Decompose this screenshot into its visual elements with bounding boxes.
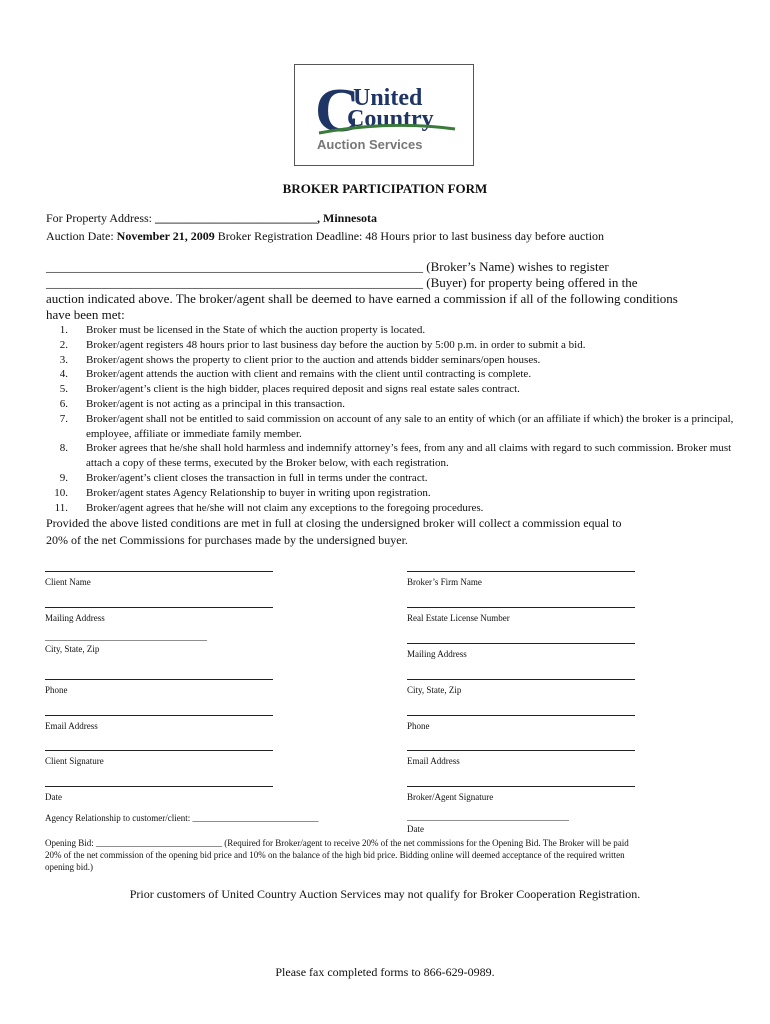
provided-line-1: Provided the above listed conditions are met in full at closing the undersigned broker will collect a commission equal to [46,516,622,530]
client-phone-field[interactable] [45,679,273,695]
property-blank[interactable]: ___________________________ [155,211,317,225]
license-field[interactable] [407,607,635,623]
firm-name-rule[interactable] [407,571,635,572]
condition-item [46,338,736,353]
agency-relationship-line[interactable]: Agency Relationship to customer/client: ____________________________ [45,813,319,823]
condition-number: 9. [59,471,68,484]
opening-bid-line-3: opening bid.) [45,862,93,872]
intro-line-3: auction indicated above. The broker/agent shall be deemed to have earned a commission if all of the following conditions [46,291,678,306]
property-state: , Minnesota [317,211,377,225]
client-signature-field[interactable] [45,750,273,766]
deadline-label: Broker Registration Deadline: [217,229,363,243]
logo-line2: Country [347,106,434,132]
broker-city-label: City, State, Zip [407,685,462,695]
broker-city-field[interactable] [407,679,635,695]
united-country-logo-graphic [295,65,475,167]
client-email-rule[interactable] [45,715,273,716]
opening-bid-line-2: 20% of the net commission of the opening bid price and 10% on the balance of the high bid price. Bidding online will deemed acceptance of the required written [45,850,625,860]
condition-number: 3. [59,353,68,366]
condition-item [46,353,736,368]
fax-instruction: Please fax completed forms to 866-629-0989. [275,965,495,979]
condition-item [46,501,736,516]
company-logo [294,64,474,166]
condition-item [46,412,736,442]
broker-date-label: Date [407,824,424,834]
condition-text: Broker/agent’s client is the high bidder, places required deposit and signs real estate sales contract. [86,383,520,396]
condition-number: 7. [59,412,68,425]
condition-item [46,323,736,338]
conditions-list [46,323,736,515]
condition-number: 10. [54,486,68,499]
client-mailing-rule[interactable] [45,607,273,608]
firm-name-field[interactable] [407,571,635,587]
condition-text: Broker/agent is not acting as a principal in this transaction. [86,397,346,410]
intro-line-4: have been met: [46,307,125,322]
auction-date-label: Auction Date: [46,229,114,243]
form-title: BROKER PARTICIPATION FORM [282,181,488,196]
condition-item [46,397,736,412]
client-email-field[interactable] [45,715,273,731]
logo-line1: United [353,85,423,111]
logo-tagline: Auction Services [317,137,423,152]
client-city-blank[interactable]: ____________________________________ [45,632,207,642]
condition-text: Broker/agent registers 48 hours prior to last business day before the auction by 5:00 p.m. in order to submit a bid. [86,338,586,351]
broker-mailing-field[interactable] [407,643,635,659]
client-name-field[interactable] [45,571,273,587]
condition-number: 4. [59,368,68,381]
broker-mailing-label: Mailing Address [407,649,467,659]
broker-date-blank[interactable]: ____________________________________ [407,812,569,822]
broker-signature-field[interactable] [407,786,635,802]
condition-number: 6. [59,397,68,410]
condition-item [46,382,736,397]
property-label: For Property Address: [46,211,152,225]
auction-date-value: November 21, 2009 [116,229,215,243]
client-name-label: Client Name [45,577,91,587]
buyer-name-line[interactable]: __________________________________________________________ (Buyer) for property being offered in the [46,275,638,290]
broker-email-field[interactable] [407,750,635,766]
auction-date-line [46,229,604,244]
client-signature-label: Client Signature [45,756,104,766]
client-email-label: Email Address [45,721,98,731]
deadline-value: 48 Hours prior to last business day before auction [365,229,605,243]
condition-text: Broker agrees that he/she shall hold harmless and indemnify attorney’s fees, from any and all claims with regard to such commission. Broker must attach a copy of these terms, executed by the Broker below, with each registration. [86,442,732,470]
license-rule[interactable] [407,607,635,608]
client-city-field[interactable] [45,632,207,654]
condition-item [46,471,736,486]
prior-customers-notice: Prior customers of United Country Auction Services may not qualify for Broker Cooperation Registration. [129,887,641,901]
broker-date-field[interactable] [407,812,569,834]
client-name-rule[interactable] [45,571,273,572]
client-phone-rule[interactable] [45,679,273,680]
client-phone-label: Phone [45,685,68,695]
client-signature-rule[interactable] [45,750,273,751]
license-label: Real Estate License Number [407,613,510,623]
broker-signature-label: Broker/Agent Signature [407,792,494,802]
broker-mailing-rule[interactable] [407,643,635,644]
condition-text: Broker/agent agrees that he/she will not claim any exceptions to the foregoing procedures. [86,501,484,514]
broker-signature-rule[interactable] [407,786,635,787]
logo-big-c: C [315,77,360,145]
condition-number: 8. [59,442,68,455]
condition-text: Broker/agent attends the auction with client and remains with the client until contracting is complete. [86,368,532,381]
condition-text: Broker/agent states Agency Relationship to buyer in writing upon registration. [86,486,431,499]
condition-number: 11. [54,501,68,514]
condition-item [46,441,736,471]
condition-text: Broker/agent shall not be entitled to said commission on account of any sale to an entity of which (or an affiliate if which) the broker is a principal, employee, affiliate or immediate family member. [86,412,734,440]
broker-name-line[interactable]: __________________________________________________________ (Broker’s Name) wishes to register [46,259,609,274]
condition-text: Broker/agent shows the property to client prior to the auction and attends bidder seminars/open houses. [86,353,541,366]
condition-item [46,367,736,382]
condition-item [46,486,736,501]
broker-phone-label: Phone [407,721,430,731]
broker-phone-rule[interactable] [407,715,635,716]
client-date-rule[interactable] [45,786,273,787]
client-city-label: City, State, Zip [45,644,100,654]
client-mailing-field[interactable] [45,607,273,623]
condition-text: Broker/agent’s client closes the transaction in full in terms under the contract. [86,471,428,484]
client-date-label: Date [45,792,62,802]
property-address-line [46,211,377,226]
broker-phone-field[interactable] [407,715,635,731]
provided-line-2: 20% of the net Commissions for purchases made by the undersigned buyer. [46,533,408,547]
broker-email-label: Email Address [407,756,460,766]
client-mailing-label: Mailing Address [45,613,105,623]
condition-number: 5. [59,383,68,396]
condition-number: 2. [59,338,68,351]
client-date-field[interactable] [45,786,273,802]
broker-city-rule[interactable] [407,679,635,680]
firm-name-label: Broker’s Firm Name [407,577,482,587]
condition-number: 1. [59,324,68,336]
opening-bid-line-1[interactable]: Opening Bid: ____________________________ (Required for Broker/agent to receive 20% of the net commissions for the Opening Bid. The Broker will be paid [45,838,629,848]
condition-text: Broker must be licensed in the State of which the auction property is located. [86,324,426,336]
broker-email-rule[interactable] [407,750,635,751]
